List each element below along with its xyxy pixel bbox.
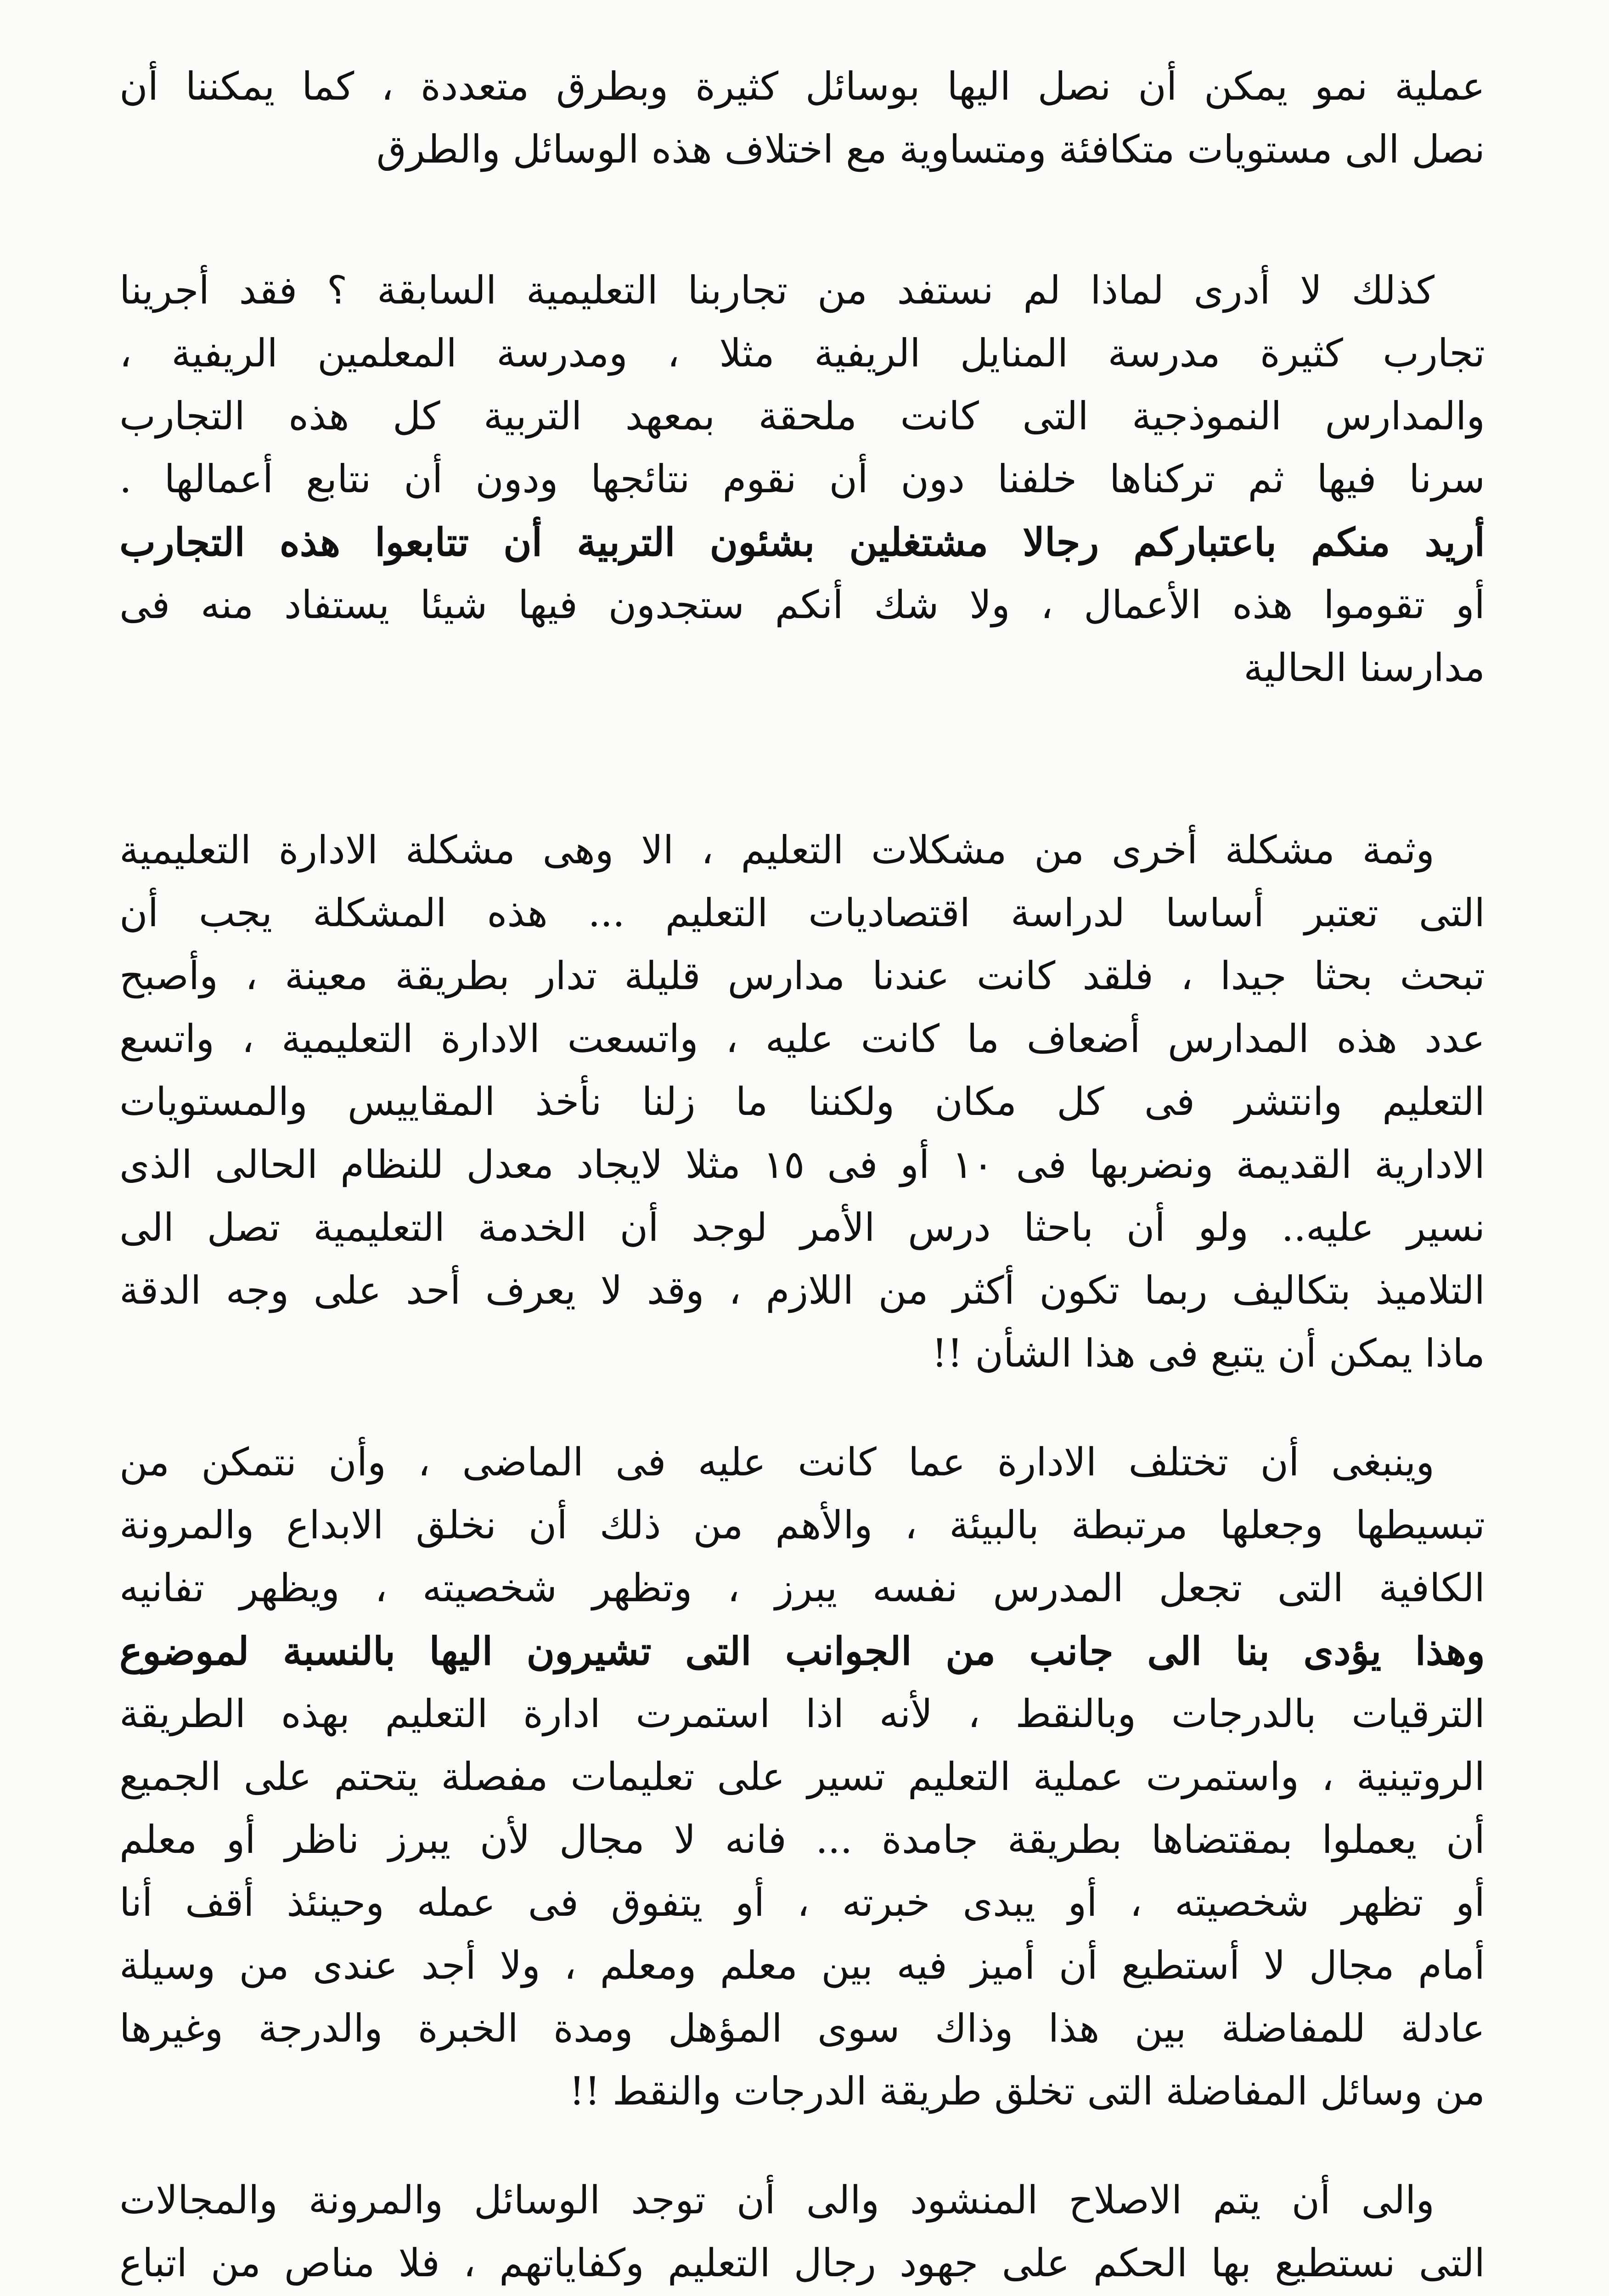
- paragraph-4: [119, 1431, 1485, 2123]
- text-line: الكافية التى تجعل المدرس نفسه يبرز ، وتظهر شخصيته ، ويظهر تفانيه: [119, 1565, 1485, 1610]
- text-line: عادلة للمفاضلة بين هذا وذاك سوى المؤهل ومدة الخبرة والدرجة وغيرها: [119, 2006, 1485, 2051]
- text-line: أو تظهر شخصيته ، أو يبدى خبرته ، أو يتفوق فى عمله وحينئذ أقف أنا: [119, 1880, 1485, 1925]
- text-line: من وسائل المفاضلة التى تخلق طريقة الدرجات والنقط !!: [569, 2069, 1485, 2114]
- text-line: تبحث بحثا جيدا ، فلقد كانت عندنا مدارس قليلة تدار بطريقة معينة ، وأصبح: [119, 953, 1485, 998]
- text-line: كذلك لا أدرى لماذا لم نستفد من تجاربنا التعليمية السابقة ؟ فقد أجرينا: [119, 268, 1435, 313]
- paragraph-5: [119, 2169, 1485, 2296]
- text-line: أريد منكم باعتباركم رجالا مشتغلين بشئون التربية أن تتابعوا هذه التجارب: [119, 519, 1485, 565]
- paragraph-1: [119, 55, 1485, 181]
- text-line: التلاميذ بتكاليف ربما تكون أكثر من اللازم ، وقد لا يعرف أحد على وجه الدقة: [119, 1268, 1485, 1313]
- text-line: ماذا يمكن أن يتبع فى هذا الشأن !!: [932, 1331, 1485, 1376]
- text-line: تجارب كثيرة مدرسة المنايل الريفية مثلا ، ومدرسة المعلمين الريفية ،: [119, 331, 1485, 376]
- text-line: والمدارس النموذجية التى كانت ملحقة بمعهد التربية كل هذه التجارب: [119, 394, 1485, 439]
- text-line: التى نستطيع بها الحكم على جهود رجال التعليم وكفاياتهم ، فلا مناص من اتباع: [119, 2240, 1485, 2285]
- text-line: الروتينية ، واستمرت عملية التعليم تسير على تعليمات مفصلة يتحتم على الجميع: [119, 1754, 1485, 1799]
- text-line: سرنا فيها ثم تركناها خلفنا دون أن نقوم نتائجها ودون أن نتابع أعمالها .: [119, 456, 1485, 501]
- text-line: نسير عليه.. ولو أن باحثا درس الأمر لوجد أن الخدمة التعليمية تصل الى: [119, 1205, 1485, 1250]
- text-line: أو تقوموا هذه الأعمال ، ولا شك أنكم ستجدون فيها شيئا يستفاد منه فى: [119, 582, 1485, 627]
- text-line: الادارية القديمة ونضربها فى ١٠ أو فى ١٥ مثلا لايجاد معدل للنظام الحالى الذى: [119, 1142, 1485, 1187]
- text-line: وهذا يؤدى بنا الى جانب من الجوانب التى تشيرون اليها بالنسبة لموضوع: [119, 1628, 1485, 1674]
- paragraph-3: [119, 819, 1485, 1385]
- text-line: أمام مجال لا أستطيع أن أميز فيه بين معلم ومعلم ، ولا أجد عندى من وسيلة: [119, 1943, 1485, 1988]
- text-line: التعليم وانتشر فى كل مكان ولكننا ما زلنا نأخذ المقاييس والمستويات: [119, 1079, 1485, 1124]
- text-line: نصل الى مستويات متكافئة ومتساوية مع اختلاف هذه الوسائل والطرق: [376, 127, 1485, 172]
- text-line: وينبغى أن تختلف الادارة عما كانت عليه فى الماضى ، وأن نتمكن من: [119, 1440, 1435, 1485]
- text-line: والى أن يتم الاصلاح المنشود والى أن توجد الوسائل والمرونة والمجالات: [119, 2178, 1435, 2223]
- text-line: تبسيطها وجعلها مرتبطة بالبيئة ، والأهم من ذلك أن نخلق الابداع والمرونة: [119, 1503, 1485, 1548]
- text-line: عدد هذه المدارس أضعاف ما كانت عليه ، واتسعت الادارة التعليمية ، واتسع: [119, 1016, 1485, 1061]
- text-line: الترقيات بالدرجات وبالنقط ، لأنه اذا استمرت ادارة التعليم بهذه الطريقة: [119, 1691, 1485, 1736]
- text-line: مدارسنا الحالية: [1243, 645, 1485, 690]
- text-line: التى تعتبر أساسا لدراسة اقتصاديات التعليم ... هذه المشكلة يجب أن: [119, 890, 1485, 935]
- text-line: أن يعملوا بمقتضاها بطريقة جامدة ... فانه لا مجال لأن يبرز ناظر أو معلم: [119, 1817, 1485, 1862]
- paragraph-2: [119, 259, 1485, 699]
- text-line: وثمة مشكلة أخرى من مشكلات التعليم ، الا وهى مشكلة الادارة التعليمية: [119, 827, 1435, 872]
- text-line: عملية نمو يمكن أن نصل اليها بوسائل كثيرة وبطرق متعددة ، كما يمكننا أن: [119, 64, 1485, 109]
